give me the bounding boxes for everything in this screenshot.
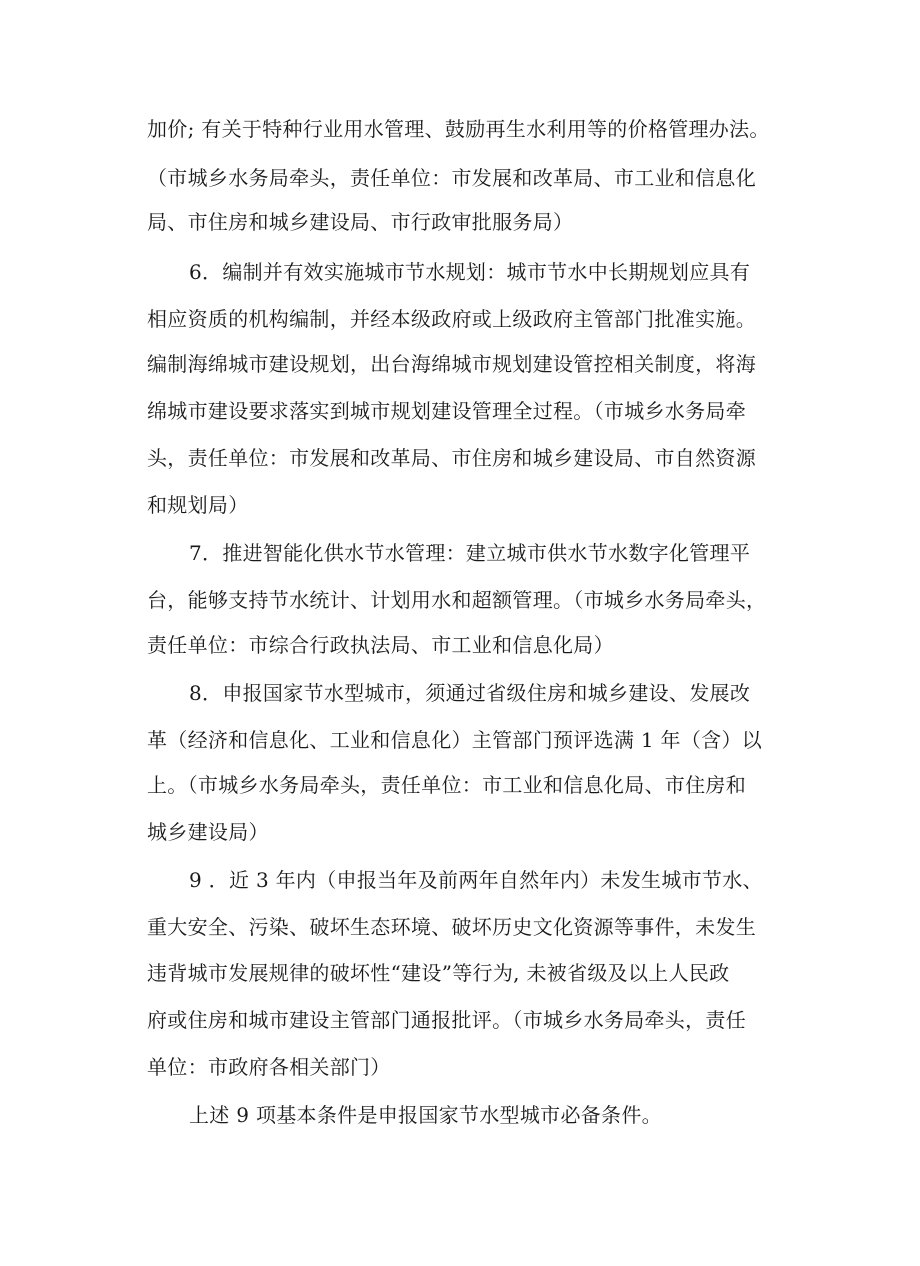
- text-line: 城乡建设局）: [147, 820, 269, 844]
- text-line: 加价; 有关于特种行业用水管理、鼓励再生水利用等的价格管理办法。: [147, 117, 770, 141]
- text-line: 和规划局）: [147, 493, 249, 517]
- summary-line: 上述 9 项基本条件是申报国家节水型城市必备条件。: [189, 1103, 662, 1127]
- text-line: 责任单位：市综合行政执法局、市工业和信息化局）: [147, 633, 614, 657]
- text-line: 府或住房和城市建设主管部门通报批评。（市城乡水务局牵头，责任: [147, 1008, 746, 1032]
- item-8-heading-line: 8．申报国家节水型城市，须通过省级住房和城乡建设、发展改: [189, 681, 751, 705]
- text-line: 革（经济和信息化、工业和信息化）主管部门预评选满 1 年（含）以: [147, 728, 763, 752]
- item-6-heading-line: 6．编制并有效实施城市节水规划：城市节水中长期规划应具有: [189, 260, 751, 284]
- text-line: 重大安全、污染、破坏生态环境、破坏历史文化资源等事件，未发生: [147, 915, 756, 939]
- text-line: 局、市住房和城乡建设局、市行政审批服务局）: [147, 210, 574, 234]
- text-line: 单位：市政府各相关部门）: [147, 1055, 391, 1079]
- text-line: 违背城市发展规律的破坏性“建设”等行为, 未被省级及以上人民政: [147, 961, 730, 985]
- text-line: （市城乡水务局牵头，责任单位：市发展和改革局、市工业和信息化: [147, 166, 756, 190]
- text-line: 头，责任单位：市发展和改革局、市住房和城乡建设局、市自然资源: [147, 446, 756, 470]
- item-7-heading-line: 7．推进智能化供水节水管理：建立城市供水节水数字化管理平: [189, 541, 751, 565]
- text-line: 编制海绵城市建设规划，出台海绵城市规划建设管控相关制度，将海: [147, 352, 756, 376]
- item-9-heading-line: 9 ．近 3 年内（申报当年及前两年自然年内）未发生城市节水、: [189, 868, 763, 892]
- text-line: 上。（市城乡水务局牵头，责任单位：市工业和信息化局、市住房和: [147, 773, 746, 797]
- text-line: 相应资质的机构编制，并经本级政府或上级政府主管部门批准实施。: [147, 307, 756, 331]
- text-line: 台，能够支持节水统计、计划用水和超额管理。（市城乡水务局牵头，: [147, 588, 767, 612]
- text-line: 绵城市建设要求落实到城市规划建设管理全过程。（市城乡水务局牵: [147, 399, 746, 423]
